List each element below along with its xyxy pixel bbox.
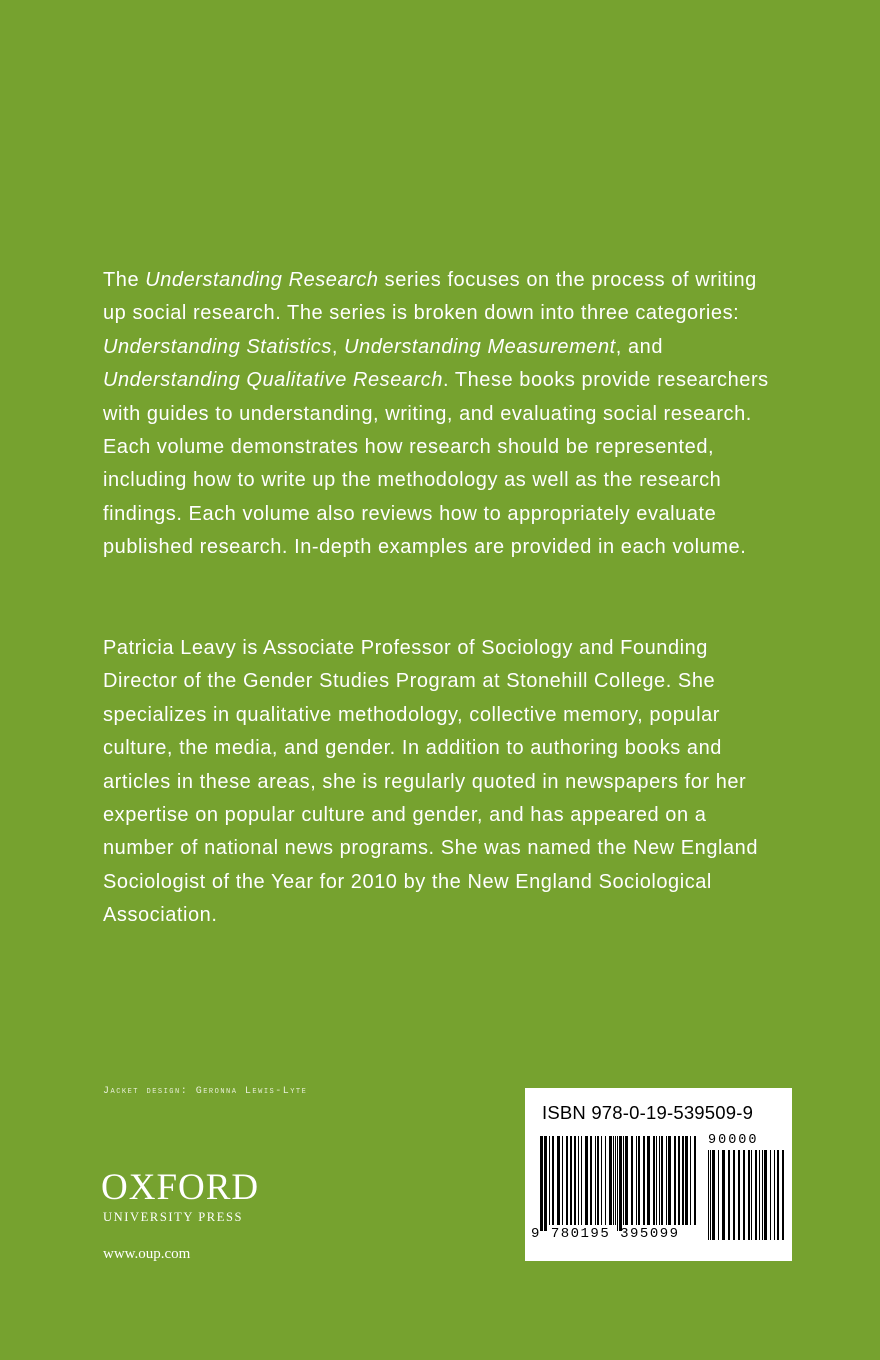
isbn-number: ISBN 978-0-19-539509-9 — [542, 1102, 754, 1123]
barcode-bar — [631, 1136, 633, 1225]
jacket-design-credit: Jacket design: Geronna Lewis-Lyte — [103, 1086, 308, 1097]
barcode-bar — [659, 1136, 660, 1225]
barcode-bar — [615, 1136, 616, 1225]
barcode-bar — [764, 1150, 767, 1240]
barcode-bar — [638, 1136, 640, 1225]
barcode-bar — [782, 1150, 784, 1240]
barcode-bar — [748, 1150, 750, 1240]
barcode-bar — [578, 1136, 579, 1225]
price-addon-code: 90000 — [708, 1133, 759, 1148]
barcode-bar — [755, 1150, 757, 1240]
barcode-bar — [597, 1136, 599, 1225]
barcode-bar — [623, 1136, 624, 1225]
barcode-bar — [759, 1150, 760, 1240]
barcode-bar — [718, 1150, 719, 1240]
publisher-url: www.oup.com — [103, 1246, 191, 1262]
publisher-subtitle: UNIVERSITY PRESS — [103, 1210, 244, 1224]
barcode-bar — [668, 1136, 671, 1225]
barcode-bar — [653, 1136, 655, 1225]
barcode-bar — [728, 1150, 730, 1240]
barcode-bar — [613, 1136, 614, 1225]
barcode-bar — [733, 1150, 735, 1240]
author-bio: Patricia Leavy is Associate Professor of Sociology and Founding Director of the Gender Studies Program at Stonehill College. She specializes in qualitative methodology, collective memory, popular culture, the media, and gender. In addition to authoring books and articles in these areas, she is regularly quoted in newspapers for her expertise on popular culture and gender, and has appeared on a number of national news programs. She was named the New England Sociologist of the Year for 2010 by the New England Sociological Association. — [103, 637, 759, 927]
barcode-bar — [609, 1136, 612, 1225]
barcode-bar — [656, 1136, 657, 1225]
barcode-bar — [544, 1136, 547, 1231]
barcode-bar — [738, 1150, 740, 1240]
barcode-bar — [685, 1136, 688, 1225]
category-measurement: Understanding Measurement — [344, 335, 616, 358]
barcode-bar — [690, 1136, 691, 1225]
barcode-bar — [581, 1136, 582, 1225]
barcode-bar — [674, 1136, 676, 1225]
barcode-bar — [762, 1150, 763, 1240]
barcode-bar — [710, 1150, 711, 1240]
barcode-bar — [743, 1150, 745, 1240]
barcode-bar — [625, 1136, 628, 1225]
barcode-bar — [694, 1136, 696, 1225]
barcode-bar — [566, 1136, 568, 1225]
barcode-bar — [678, 1136, 680, 1225]
series-description — [103, 264, 783, 565]
barcode-main-digits: 780195 395099 — [550, 1226, 680, 1242]
barcode-bar — [574, 1136, 576, 1225]
barcode-bar — [774, 1150, 775, 1240]
isbn-barcode-panel — [525, 1088, 792, 1261]
barcode-bar — [549, 1136, 550, 1225]
barcode-bar — [570, 1136, 572, 1225]
barcode-bar — [666, 1136, 667, 1225]
category-qualitative: Understanding Qualitative Research — [103, 369, 443, 392]
barcode-bar — [777, 1150, 779, 1240]
barcode-bar — [585, 1136, 588, 1225]
category-statistics: Understanding Statistics — [103, 335, 332, 358]
barcode-bar — [617, 1136, 618, 1231]
barcode-bar — [540, 1136, 543, 1231]
blurb-text-1: The — [103, 269, 146, 291]
barcode-bar — [552, 1136, 554, 1225]
blurb-text-5: . These books provide researchers with guides to understanding, writing, and evaluating social research. Each volume demonstrates how research should be represented, including how to write up the methodology as well as the research findings. Each volume also reviews how to appropriately evaluate published research. In-depth examples are provided in each volume. — [103, 369, 769, 559]
barcode-bar — [722, 1150, 725, 1240]
blurb-text-2: series focuses on the process of writing up social research. The series is broken down into three categories: — [103, 269, 757, 325]
barcode-bar — [636, 1136, 637, 1225]
barcode-bar — [590, 1136, 592, 1225]
barcode-bar — [619, 1136, 622, 1231]
barcode-bar — [751, 1150, 752, 1240]
series-title: Understanding Research — [145, 269, 379, 291]
publisher-logo: OXFORD — [101, 1167, 260, 1208]
barcode-bar — [605, 1136, 606, 1225]
barcode-bar — [661, 1136, 663, 1225]
barcode-bar — [562, 1136, 563, 1225]
blurb-text-4: , and — [615, 335, 663, 358]
barcode-bar — [643, 1136, 645, 1225]
barcode-bar — [712, 1150, 715, 1240]
barcode-bar — [770, 1150, 771, 1240]
blurb-text-3: , — [331, 335, 345, 358]
barcode-bar — [647, 1136, 650, 1225]
barcode-bar — [601, 1136, 602, 1225]
barcode-bar — [682, 1136, 684, 1225]
barcode-bar — [557, 1136, 560, 1225]
barcode-digits — [531, 1226, 680, 1242]
barcode-bar — [595, 1136, 596, 1225]
barcode-lead-digit: 9 — [531, 1226, 541, 1242]
barcode-bar — [708, 1150, 709, 1240]
